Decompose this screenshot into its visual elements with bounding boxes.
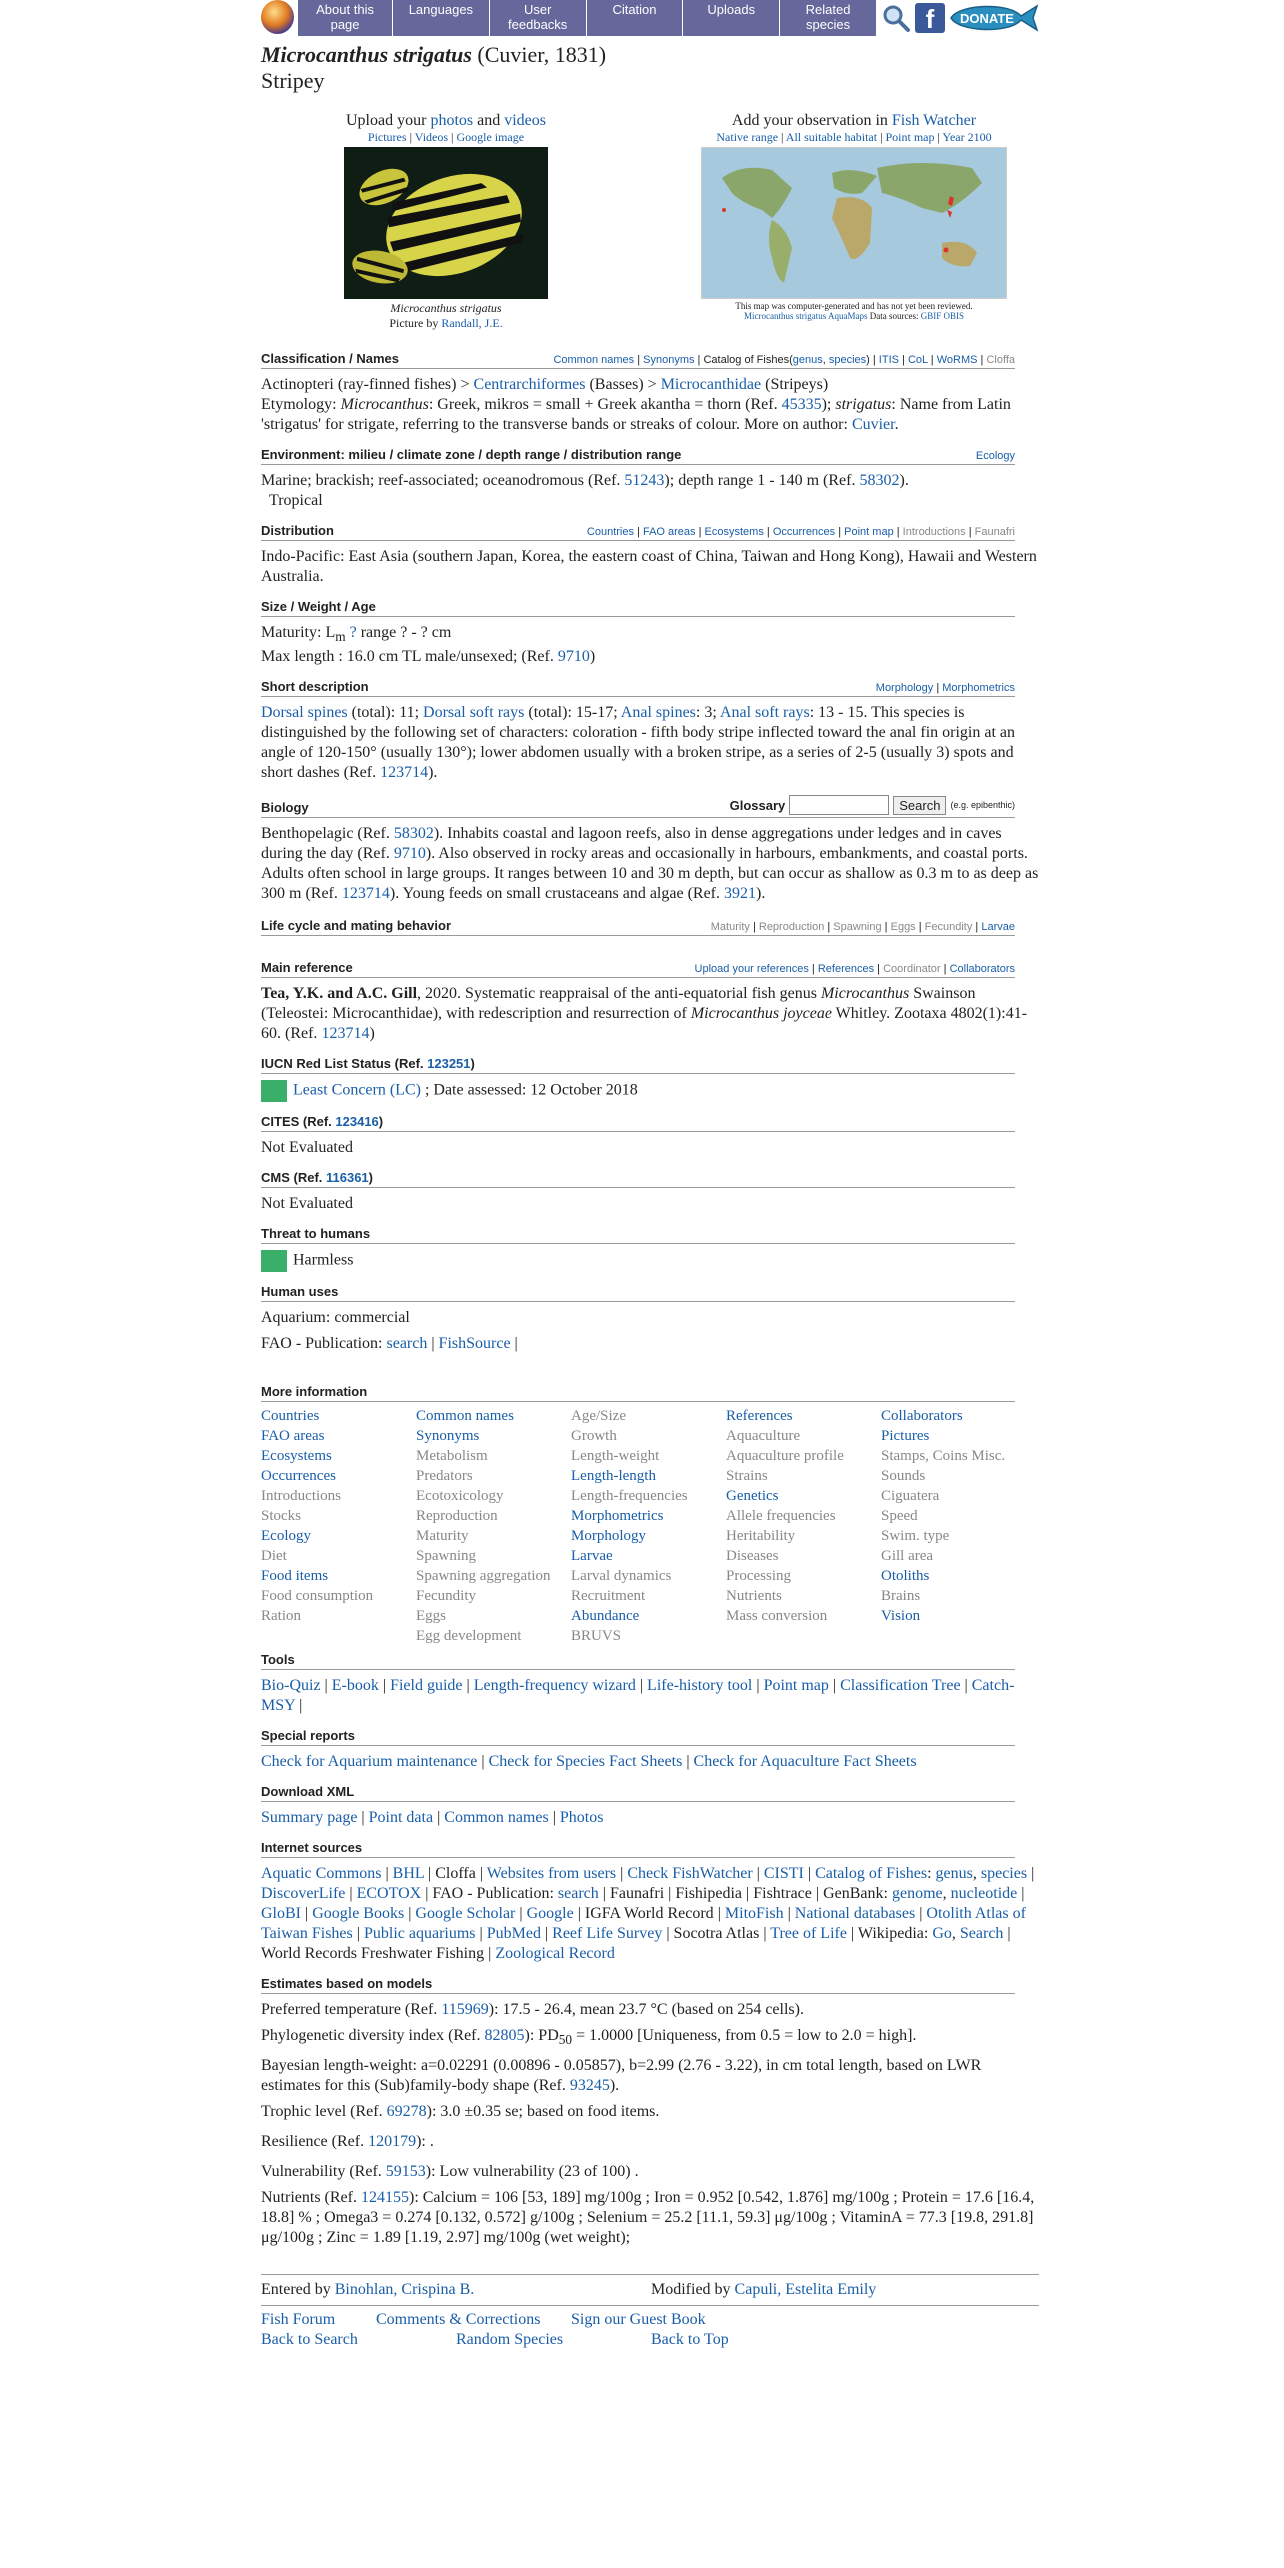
distribution-body: Indo-Pacific: East Asia (southern Japan, Korea, the eastern coast of China, Taiwan and Hong Kong), Hawaii and Western Australia. (261, 548, 1037, 585)
ref-link[interactable]: 59153 (385, 2163, 426, 2181)
list-item: Mass conversion (726, 1608, 828, 1625)
photos-link[interactable]: photos (430, 112, 474, 129)
fish-forum-link[interactable]: Fish Forum (261, 2311, 336, 2329)
footer-links (261, 2306, 1039, 2330)
ecosystems-link[interactable]: Ecosystems (704, 526, 764, 538)
cites-header: CITES (Ref. 123416) (261, 1114, 1015, 1132)
more-col-5 (881, 1406, 1036, 1646)
human-uses-body: Aquarium: commercial FAO - Publication: search | FishSource | (261, 1309, 518, 1353)
nav-uploads[interactable]: Uploads (683, 0, 779, 36)
google-books-link[interactable]: Google Books (312, 1905, 405, 1923)
distribution-header: Distribution Countries | FAO areas | Ecosystems | Occurrences | Point map | Introductions | Faunafri (261, 523, 1015, 541)
point-map-link[interactable]: Point map (885, 130, 935, 144)
list-item: Spawning aggregation (416, 1568, 551, 1585)
videos-sublink[interactable]: Videos (414, 130, 449, 144)
list-item[interactable]: Larvae (571, 1548, 613, 1565)
aquatic-commons-link[interactable]: Aquatic Commons (261, 1865, 382, 1883)
synonyms-link[interactable]: Synonyms (643, 354, 695, 366)
point-map-link[interactable]: Point map (763, 1677, 829, 1695)
fishbase-logo[interactable] (261, 0, 294, 34)
more-col-1 (261, 1406, 416, 1646)
bhl-link[interactable]: BHL (392, 1865, 425, 1883)
back-to-top-link[interactable]: Back to Top (651, 2331, 729, 2349)
list-item: Diet (261, 1548, 287, 1565)
bio-quiz-link[interactable]: Bio-Quiz (261, 1677, 321, 1695)
classification-tree-link[interactable]: Classification Tree (840, 1677, 961, 1695)
genbank-nucleotide-link[interactable]: nucleotide (950, 1885, 1018, 1903)
list-item: Length-frequencies (571, 1488, 688, 1505)
ref-link[interactable]: 115969 (441, 2001, 489, 2019)
fao-search-link[interactable]: search (386, 1335, 428, 1353)
ref-link[interactable]: 123416 (335, 1114, 379, 1130)
list-item: Ration (261, 1608, 301, 1625)
list-item: Sounds (881, 1468, 926, 1485)
mitofish-link[interactable]: MitoFish (724, 1905, 784, 1923)
list-item: Allele frequencies (726, 1508, 836, 1525)
nav-about[interactable]: About this page (298, 0, 392, 36)
iucn-body: Least Concern (LC) ; Date assessed: 12 October 2018 (261, 1080, 1039, 1102)
list-item[interactable]: Food items (261, 1568, 329, 1585)
fishsource-link[interactable]: FishSource (438, 1335, 511, 1353)
facebook-icon[interactable]: f (915, 3, 945, 33)
otolith-atlas-link[interactable]: Otolith Atlas of Taiwan Fishes (261, 1905, 1026, 1943)
list-item[interactable]: References (726, 1408, 793, 1425)
ref-link[interactable]: 3921 (724, 885, 756, 903)
list-item: Aquaculture (726, 1428, 801, 1445)
list-item: Recruitment (571, 1588, 646, 1605)
list-item: Maturity (416, 1528, 469, 1545)
google-scholar-link[interactable]: Google Scholar (415, 1905, 516, 1923)
list-item[interactable]: Ecology (261, 1528, 311, 1545)
comments-corrections-link[interactable]: Comments & Corrections (376, 2311, 541, 2329)
internet-sources-header: Internet sources (261, 1840, 1015, 1858)
threat-header: Threat to humans (261, 1226, 1015, 1244)
photo-caption: Microcanthus strigatus (390, 301, 502, 315)
size-body: Maturity: $L_m$ ? range ? - ? cm Max length : 16.0 cm TL male/unsexed; (Ref. 9710) (261, 624, 596, 666)
family-link[interactable]: Microcanthidae (660, 376, 762, 393)
media-row (261, 112, 1039, 331)
ref-link[interactable]: 124155 (360, 2189, 409, 2207)
ref-link[interactable]: 82805 (484, 2027, 525, 2045)
col-link[interactable]: CoL (907, 354, 928, 366)
nav-related-species[interactable]: Related species (780, 0, 876, 36)
catalog-of-fishes-link[interactable]: Catalog of Fishes (815, 1865, 928, 1883)
list-item[interactable]: Occurrences (261, 1468, 336, 1485)
genbank-genome-link[interactable]: genome (891, 1885, 943, 1903)
order-link[interactable]: Centrarchiformes (473, 376, 586, 393)
species-author: (Cuvier, 1831) (477, 42, 607, 67)
entered-by-link[interactable]: Binohlan, Crispina B. (334, 2281, 475, 2299)
modified-by-link[interactable]: Capuli, Estelita Emily (734, 2281, 877, 2299)
list-item: Swim. type (881, 1528, 950, 1545)
collaborators-link[interactable]: Collaborators (949, 963, 1015, 976)
point-map-link[interactable]: Point map (844, 526, 894, 538)
nav-user-feedbacks[interactable]: User feedbacks (490, 0, 586, 36)
more-info-header: More information (261, 1384, 1015, 1402)
download-xml-body: Summary page | Point data | Common names | Photos (261, 1809, 604, 1827)
environment-header: Environment: milieu / climate zone / depth range / distribution range Ecology (261, 447, 1015, 465)
xml-summary-link[interactable]: Summary page (261, 1809, 358, 1827)
larvae-link[interactable]: Larvae (981, 921, 1015, 934)
main-reference-body: Tea, Y.K. and A.C. Gill, 2020. Systematic reappraisal of the anti-equatorial fish genus Microcanthus Swainson (Teleostei: Microcanthidae), with redescription and resurrection of Microcanthus joyceae Whitley. Zootaxa 4802(1):41-60. (Ref. 123714) (261, 985, 1028, 1043)
glossary-input[interactable] (789, 795, 889, 815)
more-info-grid (261, 1406, 1039, 1646)
zoological-record-link[interactable]: Zoological Record (495, 1945, 615, 1963)
list-item[interactable]: Common names (416, 1408, 514, 1425)
list-item: Introductions (261, 1488, 341, 1505)
nav-citation[interactable]: Citation (587, 0, 683, 36)
ref-link[interactable]: 93245 (569, 2077, 610, 2095)
search-icon[interactable] (881, 3, 911, 33)
xml-point-data-link[interactable]: Point data (368, 1809, 434, 1827)
life-cycle-header: Life cycle and mating behavior Maturity | Reproduction | Spawning | Eggs | Fecundity | Larvae (261, 918, 1015, 936)
list-item: Diseases (726, 1548, 779, 1565)
ebook-link[interactable]: E-book (331, 1677, 379, 1695)
tools-header: Tools (261, 1652, 1015, 1670)
size-header: Size / Weight / Age (261, 599, 1015, 617)
guest-book-link[interactable]: Sign our Guest Book (571, 2311, 706, 2329)
anal-spines-link[interactable]: Anal spines (620, 704, 696, 722)
human-uses-header: Human uses (261, 1284, 1015, 1302)
cof-species-link[interactable]: species (828, 354, 867, 366)
list-item[interactable]: Vision (881, 1608, 921, 1625)
reef-life-survey-link[interactable]: Reef Life Survey (552, 1925, 663, 1943)
list-item[interactable]: Synonyms (416, 1428, 480, 1445)
year-2100-link[interactable]: Year 2100 (942, 130, 992, 144)
fao-areas-link[interactable]: FAO areas (642, 526, 696, 538)
top-nav (261, 0, 1039, 36)
back-to-search-link[interactable]: Back to Search (261, 2331, 358, 2349)
list-item: Reproduction (416, 1508, 498, 1525)
entry-info: Entered by Binohlan, Crispina B. Modified by Capuli, Estelita Emily (261, 2281, 877, 2299)
wikipedia-go-link[interactable]: Go (932, 1925, 952, 1943)
fish-watcher-link[interactable]: Fish Watcher (891, 112, 977, 129)
list-item: Stocks (261, 1508, 302, 1525)
cites-body: Not Evaluated (261, 1139, 353, 1157)
cms-body: Not Evaluated (261, 1195, 353, 1213)
ref-link[interactable]: 123251 (427, 1056, 471, 1072)
dorsal-spines-link[interactable]: Dorsal spines (261, 704, 348, 722)
map-disclaimer: This map was computer-generated and has not yet been reviewed. (735, 301, 973, 311)
ref-link[interactable]: 123714 (321, 1025, 370, 1043)
list-item: BRUVS (571, 1628, 622, 1645)
list-item: Ecotoxicology (416, 1488, 504, 1505)
list-item: Gill area (881, 1548, 934, 1565)
countries-link[interactable]: Countries (586, 526, 634, 538)
nav-languages[interactable]: Languages (393, 0, 489, 36)
ref-link[interactable]: 45335 (781, 396, 822, 413)
list-item[interactable]: Morphometrics (571, 1508, 664, 1525)
list-item: Speed (881, 1508, 918, 1525)
gbif-obis-link[interactable]: GBIF OBIS (920, 311, 964, 321)
list-item[interactable]: Countries (261, 1408, 320, 1425)
dorsal-soft-rays-link[interactable]: Dorsal soft rays (423, 704, 525, 722)
short-description-header: Short description Morphology | Morphometrics (261, 679, 1015, 697)
list-item: Metabolism (416, 1448, 488, 1465)
biology-header: Biology Glossary Search (e.g. epibenthic) (261, 795, 1015, 818)
cof-genus-link[interactable]: genus (935, 1865, 973, 1883)
public-aquariums-link[interactable]: Public aquariums (363, 1925, 476, 1943)
biology-body: Benthopelagic (Ref. 58302). Inhabits coastal and lagoon reefs, also in dense aggregations under ledges and in caves during the day (Ref. 9710). Also observed in rocky areas and occasionally in harbours, embankments, and coastal ports. Adults often school in large groups. It ranges between 10 and 30 m depth, but can occur as shallow as 0.3 m to as deep as 300 m (Ref. 123714). Young feeds on small crustaceans and algae (Ref. 3921). (261, 825, 1039, 903)
estimates-header: Estimates based on models (261, 1976, 1015, 1994)
list-item: Nutrients (726, 1588, 782, 1605)
ref-link[interactable]: 9710 (393, 845, 426, 863)
list-item[interactable]: FAO areas (261, 1428, 325, 1445)
aquamaps-link[interactable]: AquaMaps (828, 311, 868, 321)
list-item[interactable]: Morphology (571, 1528, 646, 1545)
list-item[interactable]: Abundance (571, 1608, 640, 1625)
field-guide-link[interactable]: Field guide (390, 1677, 463, 1695)
websites-users-link[interactable]: Websites from users (486, 1865, 617, 1883)
cms-header: CMS (Ref. 116361) (261, 1170, 1015, 1188)
main-reference-header: Main reference Upload your references | References | Coordinator | Collaborators (261, 960, 1015, 978)
donate-fish-button[interactable] (949, 2, 1039, 34)
national-databases-link[interactable]: National databases (794, 1905, 916, 1923)
xml-photos-link[interactable]: Photos (559, 1809, 604, 1827)
ref-link[interactable]: 58302 (859, 472, 900, 489)
list-item: Eggs (416, 1608, 446, 1625)
ref-link[interactable]: 123714 (380, 764, 429, 782)
list-item: Egg development (416, 1628, 522, 1645)
special-reports-header: Special reports (261, 1728, 1015, 1746)
cof-genus-link[interactable]: genus (792, 354, 823, 366)
list-item[interactable]: Ecosystems (261, 1448, 332, 1465)
upload-references-link[interactable]: Upload your references (694, 963, 809, 976)
list-item: Spawning (416, 1548, 476, 1565)
ecotox-link[interactable]: ECOTOX (356, 1885, 422, 1903)
list-item: Food consumption (261, 1588, 374, 1605)
more-col-4 (726, 1406, 881, 1646)
list-item: Larval dynamics (571, 1568, 672, 1585)
species-photo[interactable] (344, 147, 548, 299)
aquamaps-species-link[interactable]: Microcanthus strigatus (743, 311, 827, 321)
tools-body: Bio-Quiz | E-book | Field guide | Length-frequency wizard | Life-history tool | Point map | Classification Tree | Catch-MSY | (261, 1677, 1015, 1715)
special-reports-body: Check for Aquarium maintenance | Check for Species Fact Sheets | Check for Aquaculture Fact Sheets (261, 1753, 917, 1771)
observation-panel: Add your observation in Fish Watcher Native range | All suitable habitat | Point map | Year 2100 This map was computer-generated and has not yet been reviewed. Microcanthus strigatus AquaMaps Data sources: GBIF OBIS (669, 112, 1039, 331)
more-col-2 (416, 1406, 571, 1646)
list-item: Brains (881, 1588, 921, 1605)
photo-author-link[interactable]: Randall, J.E. (441, 316, 503, 330)
aquaculture-fact-sheets-link[interactable]: Check for Aquaculture Fact Sheets (693, 1753, 917, 1771)
life-history-link[interactable]: Life-history tool (647, 1677, 753, 1695)
list-item: Length-weight (571, 1448, 660, 1465)
fao-search-link[interactable]: search (557, 1885, 599, 1903)
worms-link[interactable]: WoRMS (936, 354, 978, 366)
xml-common-names-link[interactable]: Common names (444, 1809, 549, 1827)
distribution-map[interactable] (701, 147, 1007, 299)
threat-body: Harmless (261, 1250, 1039, 1272)
list-item: Stamps, Coins Misc. (881, 1448, 1006, 1465)
iucn-header: IUCN Red List Status (Ref. 123251) (261, 1056, 1015, 1074)
tree-of-life-link[interactable]: Tree of Life (770, 1925, 847, 1943)
ref-link[interactable]: 9710 (557, 648, 590, 666)
check-fishwatcher-link[interactable]: Check FishWatcher (627, 1865, 753, 1883)
morphology-link[interactable]: Morphology (875, 682, 934, 695)
status-badge (261, 1080, 287, 1102)
list-item[interactable]: Collaborators (881, 1408, 963, 1425)
suitable-habitat-link[interactable]: All suitable habitat (785, 130, 878, 144)
common-name: Stripey (261, 68, 325, 93)
list-item: Strains (726, 1468, 768, 1485)
native-range-link[interactable]: Native range (716, 130, 779, 144)
common-names-link[interactable]: Common names (553, 354, 635, 366)
author-link[interactable]: Cuvier (851, 416, 895, 433)
pubmed-link[interactable]: PubMed (486, 1925, 541, 1943)
videos-link[interactable]: videos (504, 112, 546, 129)
itis-link[interactable]: ITIS (878, 354, 899, 366)
donate-label: DONATE (960, 11, 1014, 26)
ref-link[interactable]: 116361 (326, 1170, 369, 1186)
estimates-body: Preferred temperature (Ref. 115969): 17.5 - 26.4, mean 23.7 °C (based on 254 cells). Phylogenetic diversity index (Ref. 82805): $PD_{50} = 1.0000$ [Uniqueness, from 0.5 = low to 2.0 = high]. Bayesian length-weight: a=0.02291 (0.00896 - 0.05857), b=2.99 (2.76 - 3.22), in cm total length, based on LWR estimates for this (Sub)family-body shape (Ref. 93245). Trophic level (Ref. 69278): 3.0 ±0.35 se; based on food items. Resilience (Ref. 120179): . Vulnerability (Ref. 59153): Low vulnerability (23 of 100) . Nutrients (Ref. 124155): Calcium = 106 [53, 189] mg/100g ; Iron = 0.952 [0.542, 1.876] mg/100g ; Protein = 17.6 [16.4, 18.8] % ; Omega3 = 0.274 [0.132, 0.572] g/100g ; Selenium = 25.2 [11.1, 59.3] μg/100g ; VitaminA = 77.3 [19.8, 291.8] μg/100g ; Zinc = 1.89 [1.19, 2.97] mg/100g (wet weight); (261, 2001, 1035, 2247)
google-link[interactable]: Google (526, 1905, 574, 1923)
aquarium-maintenance-link[interactable]: Check for Aquarium maintenance (261, 1753, 478, 1771)
list-item: Ciguatera (881, 1488, 940, 1505)
list-item[interactable]: Genetics (726, 1488, 779, 1505)
species-name: Microcanthus strigatus (261, 42, 472, 67)
catch-msy-link[interactable]: Catch-MSY (261, 1677, 1015, 1715)
glossary-search-button[interactable]: Search (893, 796, 946, 815)
ref-link[interactable]: 123714 (341, 885, 390, 903)
ref-link[interactable]: 120179 (368, 2133, 417, 2151)
glossary-search: Glossary Search (e.g. epibenthic) (730, 795, 1015, 815)
status-badge (261, 1250, 287, 1272)
discoverlife-link[interactable]: DiscoverLife (261, 1885, 346, 1903)
environment-body: Marine; brackish; reef-associated; oceanodromous (Ref. 51243); depth range 1 - 140 m (Ref. 58302). Tropical (261, 472, 909, 509)
lf-wizard-link[interactable]: Length-frequency wizard (473, 1677, 636, 1695)
upload-panel: Upload your photos and videos Pictures | Videos | Google image Microcanthus strigatus Picture by Randall, J.E. (346, 112, 546, 330)
ref-link[interactable]: 51243 (624, 472, 665, 489)
list-item: Predators (416, 1468, 473, 1485)
iucn-status-link[interactable]: Least Concern (LC) (293, 1081, 421, 1099)
list-item: Fecundity (416, 1588, 476, 1605)
list-item: Growth (571, 1428, 617, 1445)
list-item: Heritability (726, 1528, 796, 1545)
list-item[interactable]: Length-length (571, 1468, 656, 1485)
occurrences-link[interactable]: Occurrences (772, 526, 836, 538)
google-image-link[interactable]: Google image (456, 130, 525, 144)
download-xml-header: Download XML (261, 1784, 1015, 1802)
list-item: Aquaculture profile (726, 1448, 844, 1465)
footer-nav-links (261, 2330, 1039, 2350)
internet-sources-body: Aquatic Commons | BHL | Cloffa | Websites from users | Check FishWatcher | CISTI | Catalog of Fishes: genus, species | DiscoverLife | ECOTOX | FAO - Publication: search | Faunafri | Fishipedia | Fishtrace | GenBank: genome, nucleotide | GloBI | Google Books | Google Scholar | Google | IGFA World Record | MitoFish | National databases | Otolith Atlas of Taiwan Fishes | Public aquariums | PubMed | Reef Life Survey | Socotra Atlas | Tree of Life | Wikipedia: Go, Search | World Records Freshwater Fishing | Zoological Record (261, 1865, 1035, 1963)
classification-header: Classification / Names Common names | Synonyms | Catalog of Fishes(genus, species) | ITIS | CoL | WoRMS | Cloffa (261, 351, 1015, 369)
globi-link[interactable]: GloBI (261, 1905, 301, 1923)
morphometrics-link[interactable]: Morphometrics (942, 682, 1015, 695)
cof-species-link[interactable]: species (980, 1865, 1028, 1883)
more-col-3 (571, 1406, 726, 1646)
classification-body: Actinopteri (ray-finned fishes) > Centrarchiformes (Basses) > Microcanthidae (Stripeys) Etymology: Microcanthus: Greek, mikros = small + Greek akantha = thorn (Ref. 45335); strigatus: Name from Latin 'strigatus' for strigate, referring to the transverse bands or streaks of colour. More on author: Cuvier. (261, 376, 1011, 433)
wikipedia-search-link[interactable]: Search (959, 1925, 1004, 1943)
species-fact-sheets-link[interactable]: Check for Species Fact Sheets (488, 1753, 683, 1771)
references-link[interactable]: References (817, 963, 875, 976)
random-species-link[interactable]: Random Species (456, 2331, 564, 2349)
ref-link[interactable]: 58302 (393, 825, 434, 843)
anal-soft-rays-link[interactable]: Anal soft rays (719, 704, 810, 722)
ref-link[interactable]: 69278 (386, 2103, 427, 2121)
list-item: Age/Size (571, 1408, 626, 1425)
short-description-body: Dorsal spines (total): 11; Dorsal soft rays (total): 15-17; Anal spines: 3; Anal soft rays: 13 - 15. This species is distinguished by the following set of characters: coloration - fifth body stripe inflected toward the anal fin origin at an angle of 120-150° (usually 130°); lower abdomen usually with a broken stripe, as a series of 2-5 (usually 3) spots and short dashes (Ref. 123714). (261, 704, 1016, 782)
ecology-link[interactable]: Ecology (975, 450, 1015, 462)
maturity-help-link[interactable]: ? (349, 624, 357, 641)
page-title (261, 42, 1039, 68)
list-item[interactable]: Pictures (881, 1428, 930, 1445)
list-item: Processing (726, 1568, 791, 1585)
cisti-link[interactable]: CISTI (763, 1865, 804, 1883)
pictures-link[interactable]: Pictures (367, 130, 407, 144)
list-item[interactable]: Otoliths (881, 1568, 930, 1585)
